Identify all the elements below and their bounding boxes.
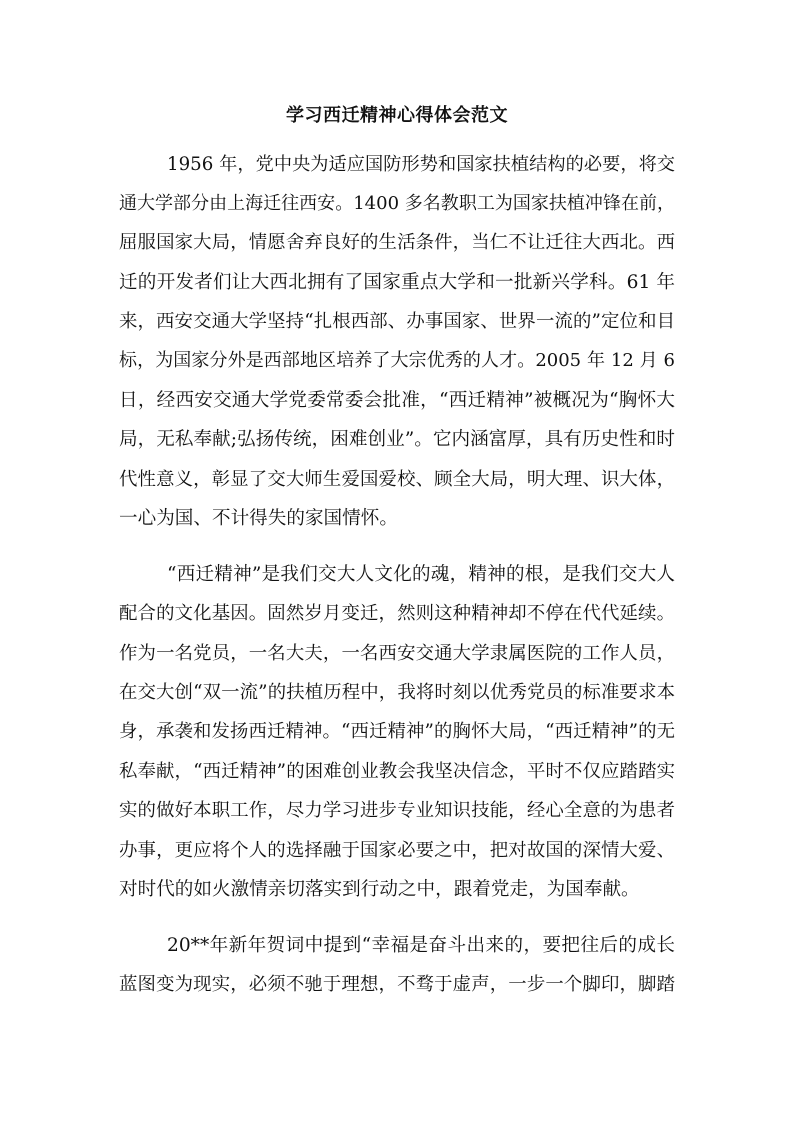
paragraph-line: 一心为国、不计得失的家国情怀。 [119, 508, 398, 529]
paragraph-line: 作为一名党员，一名大夫，一名西安交通大学隶属医院的工作人员， [119, 643, 675, 664]
paragraph-line: 在交大创“双一流”的扶植历程中，我将时刻以优秀党员的标准要求本 [119, 682, 675, 703]
paragraph-line: 1956 年，党中央为适应国防形势和国家扶植结构的必要，将交 [167, 154, 675, 175]
paragraph-line: 身，承袭和发扬西迁精神。“西迁精神”的胸怀大局，“西迁精神”的无 [119, 721, 675, 742]
paragraph-line: “西迁精神”是我们交大人文化的魂，精神的根，是我们交大人 [167, 564, 675, 585]
document-title: 学习西迁精神心得体会范文 [286, 105, 508, 126]
paragraph-line: 局，无私奉献;弘扬传统，困难创业”。它内涵富厚，具有历史性和时 [119, 429, 675, 450]
paragraph-line: 20**年新年贺词中提到“幸福是奋斗出来的，要把往后的成长 [167, 935, 675, 956]
paragraph-line: 办事，更应将个人的选择融于国家必要之中，把对故国的深情大爱、 [119, 840, 675, 861]
paragraph-line: 私奉献，“西迁精神”的困难创业教会我坚决信念，平时不仅应踏踏实 [119, 761, 675, 782]
paragraph-line: 实的做好本职工作，尽力学习进步专业知识技能，经心全意的为患者 [119, 800, 675, 821]
paragraph-line: 对时代的如火激情亲切落实到行动之中，跟着党走，为国奉献。 [119, 879, 640, 900]
paragraph-line: 迁的开发者们让大西北拥有了国家重点大学和一批新兴学科。61 年 [119, 272, 675, 293]
paragraph-line: 配合的文化基因。固然岁月变迁，然则这种精神却不停在代代延续。 [119, 603, 675, 624]
paragraph-line: 屈服国家大局，情愿舍弃良好的生活条件，当仁不让迁往大西北。西 [119, 232, 675, 253]
paragraph-line: 代性意义，彰显了交大师生爱国爱校、顾全大局，明大理、识大体， [119, 469, 675, 490]
paragraph-line: 蓝图变为现实，必须不驰于理想，不骛于虚声，一步一个脚印，脚踏 [119, 974, 675, 995]
paragraph-line: 日，经西安交通大学党委常委会批准，“西迁精神”被概况为“胸怀大 [119, 390, 675, 411]
paragraph-line: 来，西安交通大学坚持“扎根西部、办事国家、世界一流的”定位和目 [119, 311, 675, 332]
paragraph-line: 标，为国家分外是西部地区培养了大宗优秀的人才。2005 年 12 月 6 [119, 350, 675, 371]
paragraph-line: 通大学部分由上海迁往西安。1400 多名教职工为国家扶植冲锋在前， [119, 193, 675, 214]
